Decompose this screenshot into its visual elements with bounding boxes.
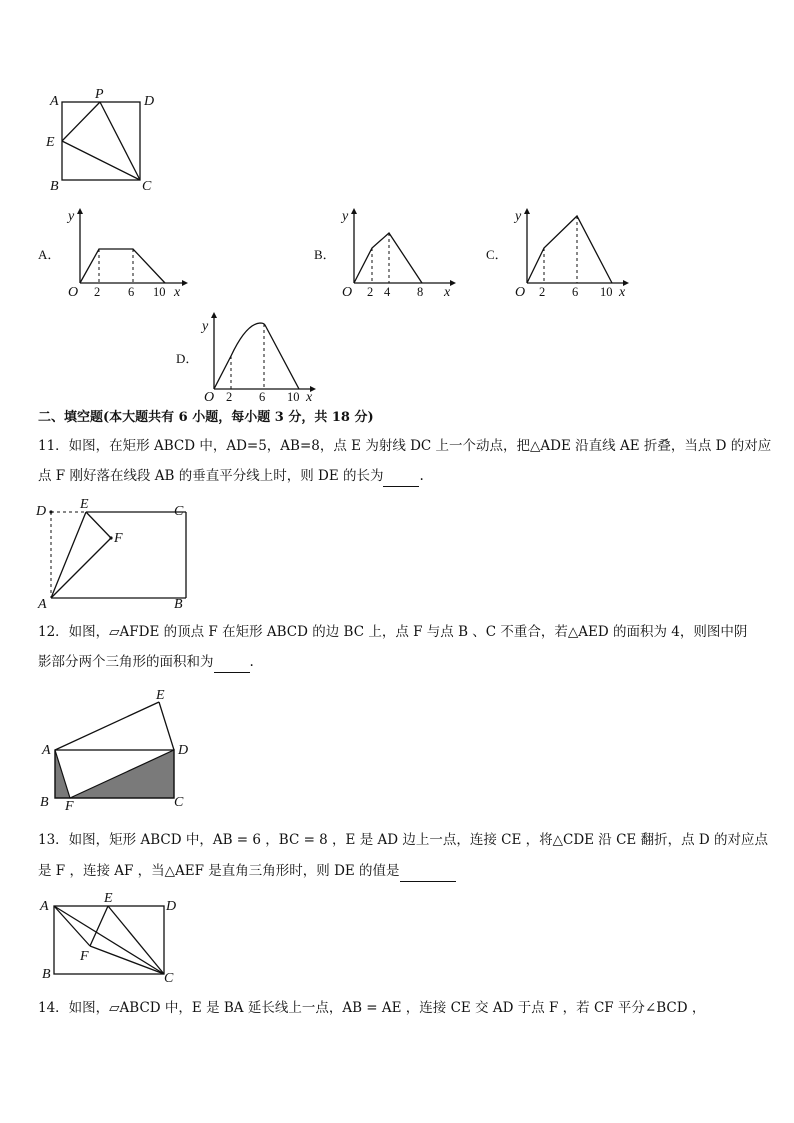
label-b: B: [40, 795, 49, 810]
q12-text: 影部分两个三角形的面积和为: [38, 654, 214, 670]
tick: 10: [153, 285, 166, 299]
label-f: F: [65, 799, 74, 812]
tick: 8: [417, 285, 424, 299]
option-a-letter[interactable]: A．: [38, 247, 61, 262]
tick: 6: [572, 285, 579, 299]
tick: 2: [539, 285, 546, 299]
label-e: E: [46, 135, 55, 150]
option-b-letter[interactable]: B．: [314, 247, 336, 262]
origin-label: O: [204, 390, 215, 402]
label-c: C: [164, 971, 174, 986]
figure-q11: [32, 498, 192, 610]
axis-x-label: x: [444, 285, 451, 300]
tick: 2: [367, 285, 374, 299]
label-b: B: [42, 967, 51, 982]
option-d-letter[interactable]: D．: [176, 351, 199, 366]
origin-label: O: [342, 285, 353, 300]
label-a: A: [42, 743, 51, 758]
q13-answer-blank[interactable]: [400, 861, 456, 882]
q11-line2: [38, 466, 424, 487]
figure-q13: [36, 890, 186, 986]
q11-answer-blank[interactable]: [383, 466, 419, 487]
option-c-graph[interactable]: [511, 208, 636, 300]
tick: 2: [94, 285, 101, 299]
tick: 4: [384, 285, 391, 299]
q12-line1: 12．如图，▱AFDE 的顶点 F 在矩形 ABCD 的边 BC 上，点 F 与点 B 、C 不重合，若△AED 的面积为 4，则图中阴: [38, 624, 748, 640]
label-a: A: [38, 597, 47, 610]
tick: 6: [259, 390, 266, 402]
label-b: B: [50, 179, 59, 194]
q11-end: .: [419, 468, 424, 484]
label-a: A: [50, 94, 59, 109]
axis-x-label: x: [306, 390, 313, 402]
label-b: B: [174, 597, 183, 610]
q12-answer-blank[interactable]: [214, 652, 250, 673]
axis-x-label: x: [174, 285, 181, 300]
label-a: A: [40, 899, 49, 914]
label-d: D: [144, 94, 155, 109]
label-f: F: [80, 949, 89, 964]
q13-text: 是 F ，连接 AF ，当△AEF 是直角三角形时，则 DE 的值是: [38, 863, 400, 879]
label-d: D: [166, 899, 177, 914]
tick: 2: [226, 390, 233, 402]
option-d-graph[interactable]: [198, 310, 323, 402]
q12-line2: [38, 652, 254, 673]
axis-y-label: y: [202, 319, 209, 334]
label-d: D: [178, 743, 189, 758]
label-c: C: [142, 179, 152, 194]
label-p: P: [95, 87, 104, 102]
origin-label: O: [515, 285, 526, 300]
axis-y-label: y: [342, 209, 349, 224]
label-e: E: [80, 498, 89, 512]
label-c: C: [174, 504, 184, 519]
figure-q12: [36, 686, 196, 812]
origin-label: O: [68, 285, 79, 300]
label-c: C: [174, 795, 184, 810]
figure-square-pe: [40, 84, 170, 196]
tick: 10: [287, 390, 300, 402]
q12-end: .: [249, 654, 254, 670]
label-e: E: [156, 688, 165, 703]
option-a-graph[interactable]: [64, 208, 189, 300]
option-b-graph[interactable]: [338, 208, 463, 300]
label-f: F: [114, 531, 123, 546]
q13-line1: 13．如图，矩形 ABCD 中，AB = 6 ，BC = 8 ，E 是 AD 边上一点，连接 CE ，将△CDE 沿 CE 翻折，点 D 的对应点: [38, 832, 768, 848]
option-c-letter[interactable]: C．: [486, 247, 508, 262]
section-heading: 二、填空题(本大题共有 6 小题，每小题 3 分，共 18 分): [38, 410, 374, 425]
label-d: D: [36, 504, 47, 519]
tick: 10: [600, 285, 613, 299]
q11-line1: 11．如图，在矩形 ABCD 中，AD=5，AB=8，点 E 为射线 DC 上一个动点，把△ADE 沿直线 AE 折叠，当点 D 的对应: [38, 438, 772, 454]
q13-line2: [38, 861, 456, 882]
label-e: E: [104, 891, 113, 906]
axis-x-label: x: [619, 285, 626, 300]
q11-text: 点 F 刚好落在线段 AB 的垂直平分线上时，则 DE 的长为: [38, 468, 384, 484]
q14-line1: 14．如图，▱ABCD 中，E 是 BA 延长线上一点，AB = AE ，连接 CE 交 AD 于点 F ，若 CF 平分∠BCD ，: [38, 1000, 706, 1016]
tick: 6: [128, 285, 135, 299]
axis-y-label: y: [515, 209, 522, 224]
axis-y-label: y: [68, 209, 75, 224]
